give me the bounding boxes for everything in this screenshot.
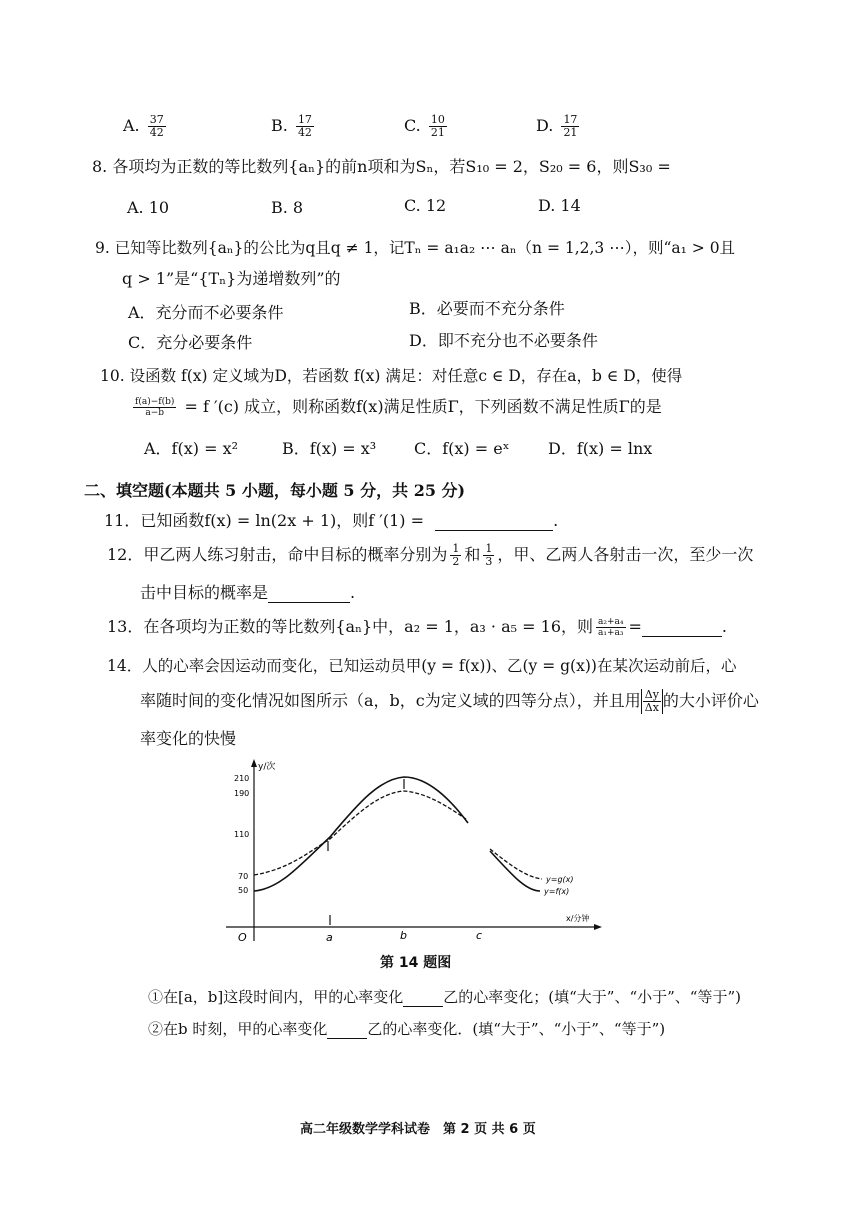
q13 — [107, 614, 727, 638]
q12-f2-num: 1 — [485, 542, 493, 555]
chart-x-label: x/分钟 — [566, 914, 590, 923]
q13-eq: = — [628, 617, 642, 636]
q12-frac-2 — [483, 543, 494, 568]
q12-frac-1 — [450, 543, 461, 568]
q13-end: . — [721, 617, 727, 636]
q7-a-den: 42 — [149, 126, 164, 139]
q14-figure-caption: 第 14 题图 — [380, 955, 452, 971]
q12-line2 — [140, 580, 355, 603]
q7-c-den: 21 — [430, 126, 445, 139]
q7-option-d — [536, 114, 582, 139]
q12-line1 — [107, 542, 753, 568]
q10-option-d: D．f(x) = lnx — [548, 439, 653, 458]
q7-option-c — [404, 114, 450, 139]
q7-option-b — [271, 114, 317, 139]
chart-legend-g: y=g(x) — [546, 875, 574, 884]
q13-frac-den: a₁+a₃ — [598, 628, 624, 638]
chart-x-tick-b: b — [400, 929, 407, 942]
q14-sub1 — [148, 986, 741, 1007]
q13-text: 13．在各项均为正数的等比数列{aₙ}中，a₂ = 1，a₃ · a₅ = 16，则 — [107, 617, 593, 636]
page-footer: 高二年级数学学科试卷 第 2 页 共 6 页 — [300, 1122, 536, 1137]
q7-b-num: 17 — [297, 113, 312, 126]
q14-sub2-text-b: 乙的心率变化．(填“大于”、“小于”、“等于”) — [367, 1020, 666, 1038]
chart-y-label: y/次 — [258, 762, 276, 772]
q7-option-c-letter: C. — [404, 116, 421, 135]
q11-text: 11．已知函数f(x) = ln(2x + 1)，则f ′(1) = — [104, 511, 425, 530]
q7-a-num: 37 — [149, 113, 164, 126]
q10-stem-line2-text: = f ′(c) 成立，则称函数f(x)满足性质Γ，下列函数不满足性质Γ的是 — [184, 397, 662, 416]
chart-y-tick-50: 50 — [238, 886, 249, 895]
q14-sub1-text-a: ①在[a，b]这段时间内，甲的心率变化 — [148, 988, 404, 1006]
q14-line3: 率变化的快慢 — [140, 729, 237, 748]
q12-end: . — [350, 583, 356, 602]
q12-answer-blank[interactable] — [268, 583, 350, 603]
q14-heart-rate-chart — [220, 755, 620, 955]
q10-frac-num: f(a)−f(b) — [135, 397, 175, 407]
q14-abs-num: Δy — [644, 688, 659, 701]
q9-option-d: D．即不充分也不必要条件 — [409, 331, 598, 350]
q8-stem: 8. 各项均为正数的等比数列{aₙ}的前n项和为Sₙ，若S₁₀ = 2，S₂₀ = 6，则S₃₀ = — [92, 157, 671, 176]
q14-line1: 14．人的心率会因运动而变化，已知运动员甲(y = f(x))、乙(y = g(x))在某次运动前后，心 — [107, 657, 737, 675]
q7-option-a-fraction — [148, 114, 166, 139]
q12-f1-den: 2 — [452, 555, 460, 568]
q10-frac-den: a−b — [145, 408, 165, 418]
q7-option-b-letter: B. — [271, 116, 288, 135]
q14-sub1-text-b: 乙的心率变化；(填“大于”、“小于”、“等于”) — [443, 988, 741, 1006]
q14-sub1-blank[interactable] — [403, 988, 443, 1007]
q12-f2-den: 3 — [485, 555, 493, 568]
q11 — [104, 508, 558, 531]
q14-text-a: 率随时间的变化情况如图所示（a，b，c为定义域的四等分点），并且用 — [140, 691, 641, 710]
q8-option-a: A. 10 — [127, 198, 170, 217]
q14-sub2 — [148, 1018, 665, 1039]
chart-legend-f: y=f(x) — [544, 887, 570, 896]
q7-option-d-fraction — [561, 114, 579, 139]
q13-fraction — [596, 617, 626, 638]
q8-option-b: B. 8 — [271, 198, 304, 217]
chart-y-tick-210: 210 — [234, 774, 250, 783]
q7-d-den: 21 — [563, 126, 578, 139]
q7-d-num: 17 — [563, 113, 578, 126]
q14-abs-fraction — [641, 689, 663, 714]
q14-sub2-blank[interactable] — [327, 1020, 367, 1039]
chart-series-f — [254, 777, 468, 891]
q10-option-c: C．f(x) = eˣ — [414, 439, 510, 458]
chart-x-tick-origin: O — [238, 931, 247, 944]
q13-frac-num: a₂+a₄ — [598, 617, 624, 627]
q7-option-a — [123, 114, 169, 139]
q10-fraction — [133, 397, 176, 418]
q7-c-num: 10 — [430, 113, 445, 126]
q12-text-b: 和 — [464, 545, 481, 564]
q10-option-a: A．f(x) = x² — [144, 439, 239, 458]
chart-y-axis-arrow — [251, 759, 257, 767]
q8-option-d: D. 14 — [538, 196, 581, 215]
q7-option-a-letter: A. — [123, 116, 140, 135]
q14-text-b: 的大小评价心 — [662, 691, 759, 710]
q7-option-b-fraction — [296, 114, 314, 139]
chart-y-tick-110: 110 — [234, 830, 250, 839]
chart-y-tick-70: 70 — [238, 872, 249, 881]
q12-text-a: 12．甲乙两人练习射击，命中目标的概率分别为 — [107, 545, 448, 564]
chart-y-tick-190: 190 — [234, 789, 250, 798]
q9-option-c: C．充分必要条件 — [128, 333, 253, 352]
q13-answer-blank[interactable] — [642, 617, 722, 637]
chart-series-f-right — [490, 851, 540, 891]
q7-option-d-letter: D. — [536, 116, 554, 135]
q9-stem-line1: 9. 已知等比数列{aₙ}的公比为q且q ≠ 1，记Tₙ = a₁a₂ ⋯ aₙ（n = 1,2,3 ⋯），则“a₁ > 0且 — [95, 239, 736, 257]
chart-x-tick-a: a — [326, 931, 333, 944]
q9-stem-line2: q > 1”是“{Tₙ}为递增数列”的 — [122, 269, 341, 288]
q10-stem-line1: 10. 设函数 f(x) 定义域为D，若函数 f(x) 满足：对任意c ∈ D，存在a，b ∈ D，使得 — [100, 367, 683, 385]
q14-abs-den: Δx — [644, 701, 659, 714]
chart-x-tick-c: c — [476, 929, 483, 942]
chart-x-axis-arrow — [594, 924, 602, 930]
q7-option-c-fraction — [429, 114, 447, 139]
q12-f1-num: 1 — [452, 542, 460, 555]
q7-b-den: 42 — [297, 126, 312, 139]
q10-option-b: B．f(x) = x³ — [282, 439, 377, 458]
q9-option-b: B．必要而不充分条件 — [409, 299, 565, 318]
q14-line2 — [140, 688, 759, 714]
q9-option-a: A．充分而不必要条件 — [128, 303, 284, 322]
q11-end: . — [553, 511, 559, 530]
q11-answer-blank[interactable] — [435, 511, 553, 531]
section-2-heading: 二、填空题(本题共 5 小题，每小题 5 分，共 25 分) — [84, 481, 466, 500]
q12-text-c: ，甲、乙两人各射击一次，至少一次 — [497, 545, 754, 564]
q10-stem-line2 — [130, 394, 662, 418]
q8-option-c: C. 12 — [404, 196, 447, 215]
q14-sub2-text-a: ②在b 时刻，甲的心率变化 — [148, 1020, 328, 1038]
chart-series-g-right — [490, 849, 542, 879]
q12-text-line2: 击中目标的概率是 — [140, 583, 269, 602]
